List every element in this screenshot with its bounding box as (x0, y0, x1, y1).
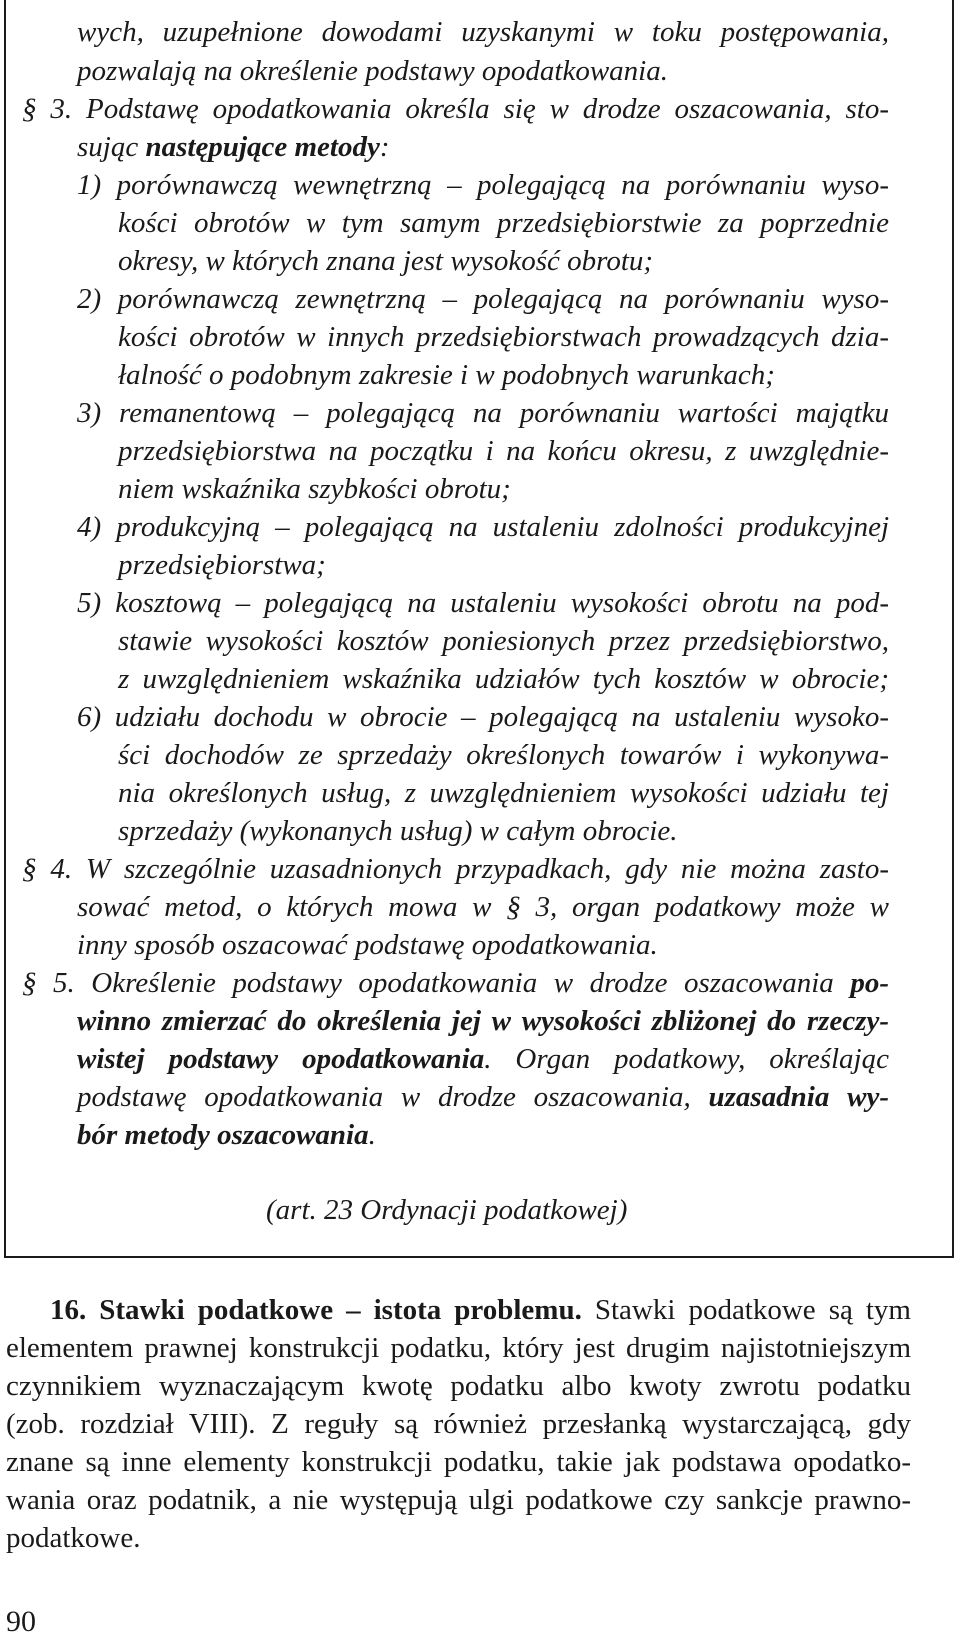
quote-line-5 (77, 165, 889, 205)
quote-line-11-text: 3) remanentową – polegającą na porównaniu wartości majątku (77, 397, 889, 429)
citation (266, 1190, 627, 1230)
quote-line-2 (77, 51, 668, 91)
quote-line-12 (118, 431, 889, 471)
quote-line-7 (118, 241, 653, 281)
section-16-heading: 16. Stawki podatkowe – istota problemu. (50, 1294, 582, 1326)
section-16-line-6 (6, 1480, 911, 1520)
section-16-line-3 (6, 1366, 911, 1406)
quote-line-15 (118, 545, 326, 585)
quote-line-18 (118, 659, 889, 699)
section-16-line-4 (6, 1404, 911, 1444)
page-number: 90 (6, 1605, 36, 1638)
quote-line-27 (77, 1001, 889, 1041)
quote-line-2-text: pozwalają na określenie podstawy opodatkowania. (77, 55, 668, 87)
quote-line-14-text: 4) produkcyjną – polegającą na ustaleniu zdolności produkcyjnej (77, 511, 889, 543)
quote-line-28-text: . Organ podatkowy, określając (484, 1043, 889, 1075)
quote-line-16 (77, 583, 889, 623)
quote-line-6 (118, 203, 889, 243)
quote-line-8 (77, 279, 889, 319)
section-16-line-4-text: (zob. rozdział VIII). Z reguły są również przesłanką wystarczającą, gdy (6, 1408, 911, 1440)
quote-line-27-text: winno zmierzać do określenia jej w wysokości zbliżonej do rzeczy- (77, 1005, 889, 1037)
quote-line-30-bold: bór metody oszacowania (77, 1119, 369, 1151)
quote-line-22 (118, 811, 677, 851)
section-16-line-1-text: Stawki podatkowe są tym (581, 1294, 911, 1326)
section-16-line-1 (50, 1290, 911, 1330)
section-16-line-7-text: podatkowe. (6, 1522, 141, 1554)
citation-text: (art. 23 Ordynacji podatkowej) (266, 1194, 628, 1226)
quote-line-24 (77, 887, 889, 927)
section-16-line-2 (6, 1328, 911, 1368)
quote-line-14 (77, 507, 889, 547)
quote-line-26 (22, 963, 889, 1003)
section-16-line-5-text: znane są inne elementy konstrukcji podatku, takie jak podstawa opodatko- (6, 1446, 911, 1478)
quote-line-24-text: sować metod, o których mowa w § 3, organ podatkowy może w (77, 891, 889, 923)
quote-line-5-text: 1) porównawczą wewnętrzną – polegającą na porównaniu wyso- (77, 169, 889, 201)
quote-line-10 (118, 355, 775, 395)
quote-line-7-text: okresy, w których znana jest wysokość obrotu; (118, 245, 654, 277)
quote-line-12-text: przedsiębiorstwa na początku i na końcu okresu, z uwzględnie- (118, 435, 889, 467)
quote-line-11 (77, 393, 889, 433)
quote-line-30-text: . (368, 1119, 376, 1151)
quote-line-20-text: ści dochodów ze sprzedaży określonych towarów i wykonywa- (118, 739, 889, 771)
quote-line-25-text: inny sposób oszacować podstawę opodatkowania. (77, 929, 658, 961)
quote-line-6-text: kości obrotów w tym samym przedsiębiorstwie za poprzednie (118, 207, 889, 239)
section-16-line-7 (6, 1518, 141, 1558)
quote-line-26-text: § 5. Określenie podstawy opodatkowania w drodze oszacowania (22, 967, 851, 999)
quote-line-23 (22, 849, 889, 889)
quote-line-29-bold: uzasadnia wy- (708, 1081, 889, 1113)
quote-line-4 (77, 127, 390, 167)
quote-line-3-text: § 3. Podstawę opodatkowania określa się w drodze oszacowania, sto- (22, 93, 889, 125)
section-16-line-5 (6, 1442, 911, 1482)
section-16-line-6-text: wania oraz podatnik, a nie występują ulgi podatkowe czy sankcje prawno- (6, 1484, 911, 1516)
quote-line-16-text: 5) kosztową – polegającą na ustaleniu wysokości obrotu na pod- (77, 587, 889, 619)
quote-line-21-text: nia określonych usług, z uwzględnieniem wysokości udziału tej (118, 777, 889, 809)
quote-line-19 (77, 697, 889, 737)
quote-line-26-bold: po- (850, 967, 889, 999)
quote-line-4-bold: następujące metody (145, 131, 380, 163)
quote-line-29 (77, 1077, 889, 1117)
quote-line-9-text: kości obrotów w innych przedsiębiorstwach prowadzących dzia- (118, 321, 889, 353)
quote-line-8-text: 2) porównawczą zewnętrzną – polegającą na porównaniu wyso- (77, 283, 889, 315)
quote-line-13 (118, 469, 511, 509)
quote-line-4-tail: : (379, 131, 390, 163)
section-16-line-2-text: elementem prawnej konstrukcji podatku, który jest drugim najistotniejszym (6, 1332, 911, 1364)
quote-line-28 (77, 1039, 889, 1079)
quote-line-15-text: przedsiębiorstwa; (118, 549, 326, 581)
quote-line-25 (77, 925, 658, 965)
quote-line-17-text: stawie wysokości kosztów poniesionych przez przedsiębiorstwo, (118, 625, 889, 657)
quote-line-21 (118, 773, 889, 813)
quote-line-1-text: wych, uzupełnione dowodami uzyskanymi w toku postępowania, (77, 16, 889, 48)
quote-line-19-text: 6) udziału dochodu w obrocie – polegającą na ustaleniu wysoko- (77, 701, 889, 733)
quote-line-10-text: łalność o podobnym zakresie i w podobnych warunkach; (118, 359, 775, 391)
quote-line-23-text: § 4. W szczególnie uzasadnionych przypadkach, gdy nie można zasto- (22, 853, 889, 885)
quote-line-22-text: sprzedaży (wykonanych usług) w całym obrocie. (118, 815, 678, 847)
quote-line-18-text: z uwzględnieniem wskaźnika udziałów tych kosztów w obrocie; (118, 663, 889, 695)
quote-line-29-text: podstawę opodatkowania w drodze oszacowania, (77, 1081, 709, 1113)
quote-line-30 (77, 1115, 376, 1155)
quote-line-3 (22, 89, 889, 129)
quote-line-17 (118, 621, 889, 661)
quote-line-13-text: niem wskaźnika szybkości obrotu; (118, 473, 511, 505)
quote-line-4-text: sując (77, 131, 146, 163)
quote-line-20 (118, 735, 889, 775)
quote-line-1 (77, 12, 889, 52)
section-16-line-3-text: czynnikiem wyznaczającym kwotę podatku albo kwoty zwrotu podatku (6, 1370, 911, 1402)
quote-line-9 (118, 317, 889, 357)
quote-line-28-bold: wistej podstawy opodatkowania (77, 1043, 485, 1075)
